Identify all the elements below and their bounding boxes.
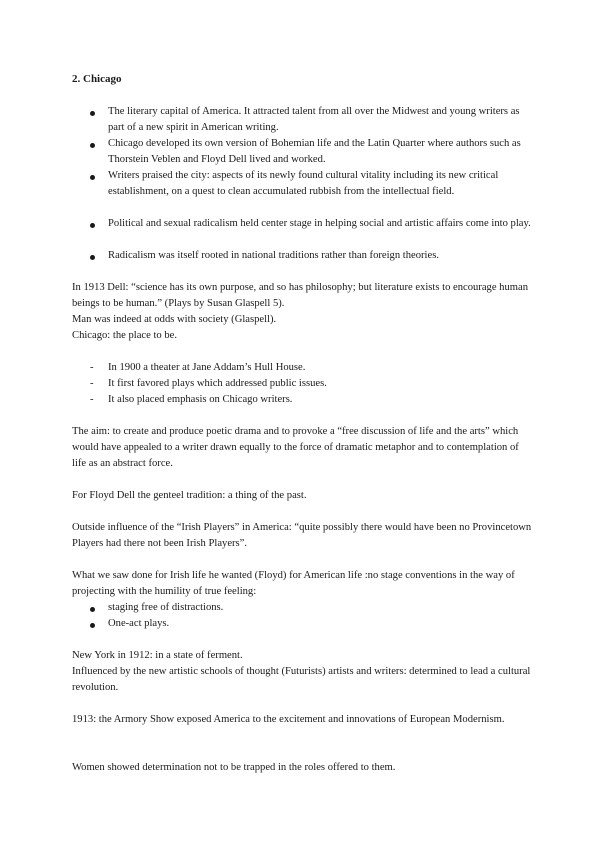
bullet-item-2: Chicago developed its own version of Bohemian life and the Latin Quarter where authors such as Thorstein Veblen and Floyd Dell lived and worked. xyxy=(108,138,521,165)
paragraph-new-york: New York in 1912: in a state of ferment. xyxy=(72,650,243,661)
bullet-icon xyxy=(90,623,95,628)
dash-marker: - xyxy=(90,362,94,373)
paragraph-floyd-dell: For Floyd Dell the genteel tradition: a thing of the past. xyxy=(72,490,307,501)
dash-item-3: It also placed emphasis on Chicago writers. xyxy=(108,394,293,405)
bullet-item-1: The literary capital of America. It attracted talent from all over the Midwest and young writers as part of a new spirit in American writing. xyxy=(108,106,520,133)
bullet-icon xyxy=(90,607,95,612)
paragraph-dell-quote: In 1913 Dell: “science has its own purpose, and so has philosophy; but literature exists to encourage human beings to be human.” (Plays by Susan Glaspell 5). xyxy=(72,282,529,309)
section-heading: 2. Chicago xyxy=(72,73,122,85)
bullet-icon xyxy=(90,255,95,260)
paragraph-glaspell: Man was indeed at odds with society (Glaspell). xyxy=(72,314,277,325)
paragraph-influenced: Influenced by the new artistic schools of thought (Futurists) artists and writers: determined to lead a cultural revolution. xyxy=(72,666,531,693)
paragraph-irish-players: Outside influence of the “Irish Players” in America: “quite possibly there would have been no Provincetown Players had there not been Irish Players”. xyxy=(72,522,532,549)
paragraph-irish-life: What we saw done for Irish life he wanted (Floyd) for American life :no stage conventions in the way of projecting with the humility of true feeling: xyxy=(72,570,515,597)
bullet-item-4: Political and sexual radicalism held center stage in helping social and artistic affairs come into play. xyxy=(108,218,531,229)
dash-item-1: In 1900 a theater at Jane Addam’s Hull House. xyxy=(108,362,306,373)
paragraph-chicago-place: Chicago: the place to be. xyxy=(72,330,178,341)
bullet-icon xyxy=(90,223,95,228)
bullet-item-staging: staging free of distractions. xyxy=(108,602,224,613)
paragraph-armory-show: 1913: the Armory Show exposed America to the excitement and innovations of European Modernism. xyxy=(72,714,505,725)
bullet-item-5: Radicalism was itself rooted in national traditions rather than foreign theories. xyxy=(108,250,439,261)
dash-item-2: It first favored plays which addressed public issues. xyxy=(108,378,327,389)
paragraph-aim: The aim: to create and produce poetic drama and to provoke a “free discussion of life and the arts” which would have appealed to a writer drawn equally to the force of dramatic metaphor and to contemplation of life as an abstract force. xyxy=(72,426,519,469)
dash-marker: - xyxy=(90,394,94,405)
dash-marker: - xyxy=(90,378,94,389)
bullet-item-one-act: One-act plays. xyxy=(108,618,170,629)
bullet-icon xyxy=(90,175,95,180)
paragraph-women: Women showed determination not to be trapped in the roles offered to them. xyxy=(72,762,396,773)
bullet-icon xyxy=(90,143,95,148)
bullet-icon xyxy=(90,111,95,116)
bullet-item-3: Writers praised the city: aspects of its newly found cultural vitality including its new critical establishment, on a quest to clean accumulated rubbish from the intellectual field. xyxy=(108,170,499,197)
